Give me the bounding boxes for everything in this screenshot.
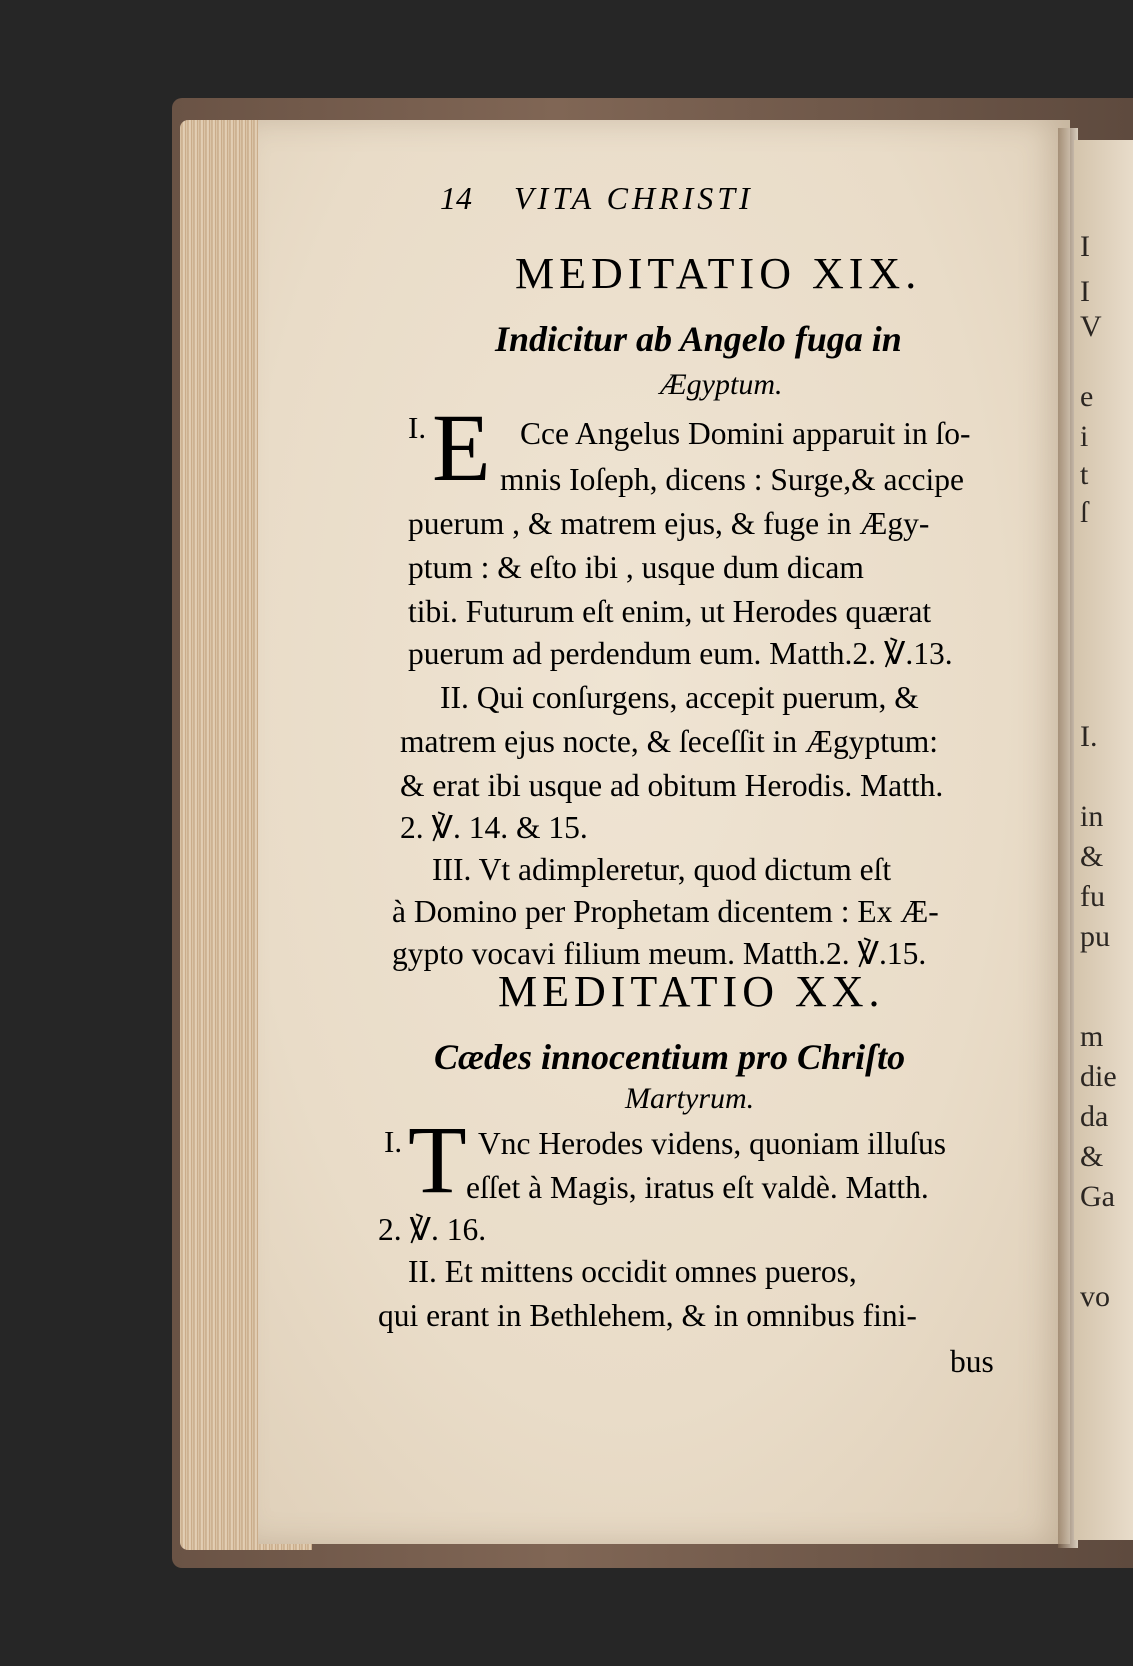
text-line: eſſet à Magis, iratus eſt valdè. Matth. xyxy=(466,1170,929,1205)
meditation-20-subtitle-line-2: Martyrum. xyxy=(625,1082,755,1115)
facing-fragment: e xyxy=(1080,380,1094,413)
facing-fragment: I. xyxy=(1080,720,1098,753)
facing-fragment: fu xyxy=(1080,880,1105,913)
text-line: 2. ℣. 14. & 15. xyxy=(400,810,588,845)
facing-fragment: da xyxy=(1080,1100,1109,1133)
text-line: à Domino per Prophetam dicentem : Ex Æ- xyxy=(392,894,939,929)
text-line: tibi. Futurum eſt enim, ut Herodes quærat xyxy=(408,594,932,629)
text-line: puerum , & matrem ejus, & fuge in Ægy- xyxy=(408,506,930,541)
facing-fragment: t xyxy=(1080,458,1089,491)
facing-fragment: die xyxy=(1080,1060,1117,1093)
facing-fragment: ſ xyxy=(1080,496,1089,529)
text-line: matrem ejus nocte, & ſeceſſit in Ægyptum: xyxy=(400,724,939,759)
text-line: II. Et mittens occidit omnes pueros, xyxy=(408,1254,857,1289)
text-line: III. Vt adimpleretur, quod dictum eſt xyxy=(432,852,892,887)
text-line: & erat ibi usque ad obitum Herodis. Matth. xyxy=(400,768,944,803)
text-line: Cce Angelus Domini apparuit in ſo- xyxy=(520,416,971,451)
drop-cap-initial: E xyxy=(432,394,491,501)
text-line: puerum ad perdendum eum. Matth.2. ℣.13. xyxy=(408,636,953,671)
text-line: II. Qui conſurgens, accepit puerum, & xyxy=(440,680,919,715)
meditation-20-title: MEDITATIO XX. xyxy=(498,967,885,1016)
facing-fragment: pu xyxy=(1080,920,1110,953)
meditation-19-subtitle-line-2: Ægyptum. xyxy=(660,368,783,401)
text-line: Vnc Herodes videns, quoniam illuſus xyxy=(478,1126,947,1161)
facing-page xyxy=(1074,140,1133,1540)
facing-fragment: I xyxy=(1080,275,1090,308)
facing-fragment: i xyxy=(1080,420,1089,453)
facing-fragment: I xyxy=(1080,230,1090,263)
facing-fragment: vo xyxy=(1080,1280,1110,1313)
verse-number: I. xyxy=(384,1124,403,1159)
facing-fragment: Ga xyxy=(1080,1180,1115,1213)
text-line: qui erant in Bethlehem, & in omnibus fini- xyxy=(378,1298,917,1333)
facing-fragment: V xyxy=(1080,310,1102,343)
running-head xyxy=(440,180,754,217)
meditation-19-title: MEDITATIO XIX. xyxy=(515,249,922,298)
facing-fragment: & xyxy=(1080,1140,1104,1173)
facing-fragment: & xyxy=(1080,840,1104,873)
facing-fragment: m xyxy=(1080,1020,1104,1053)
meditation-19-subtitle-line-1: Indicitur ab Angelo fuga in xyxy=(495,319,902,359)
text-line: gypto vocavi filium meum. Matth.2. ℣.15. xyxy=(392,936,927,971)
text-line: 2. ℣. 16. xyxy=(378,1212,487,1247)
text-line: mnis Ioſeph, dicens : Surge,& accipe xyxy=(500,462,964,497)
facing-fragment: in xyxy=(1080,800,1104,833)
running-title: VITA CHRISTI xyxy=(514,180,754,216)
page-number: 14 xyxy=(440,180,472,216)
catchword: bus xyxy=(950,1344,994,1379)
meditation-20-subtitle-line-1: Cædes innocentium pro Chriſto xyxy=(434,1037,906,1077)
text-line: ptum : & eſto ibi , usque dum dicam xyxy=(408,550,864,585)
verse-number: I. xyxy=(408,410,427,445)
drop-cap-initial: T xyxy=(408,1106,467,1213)
